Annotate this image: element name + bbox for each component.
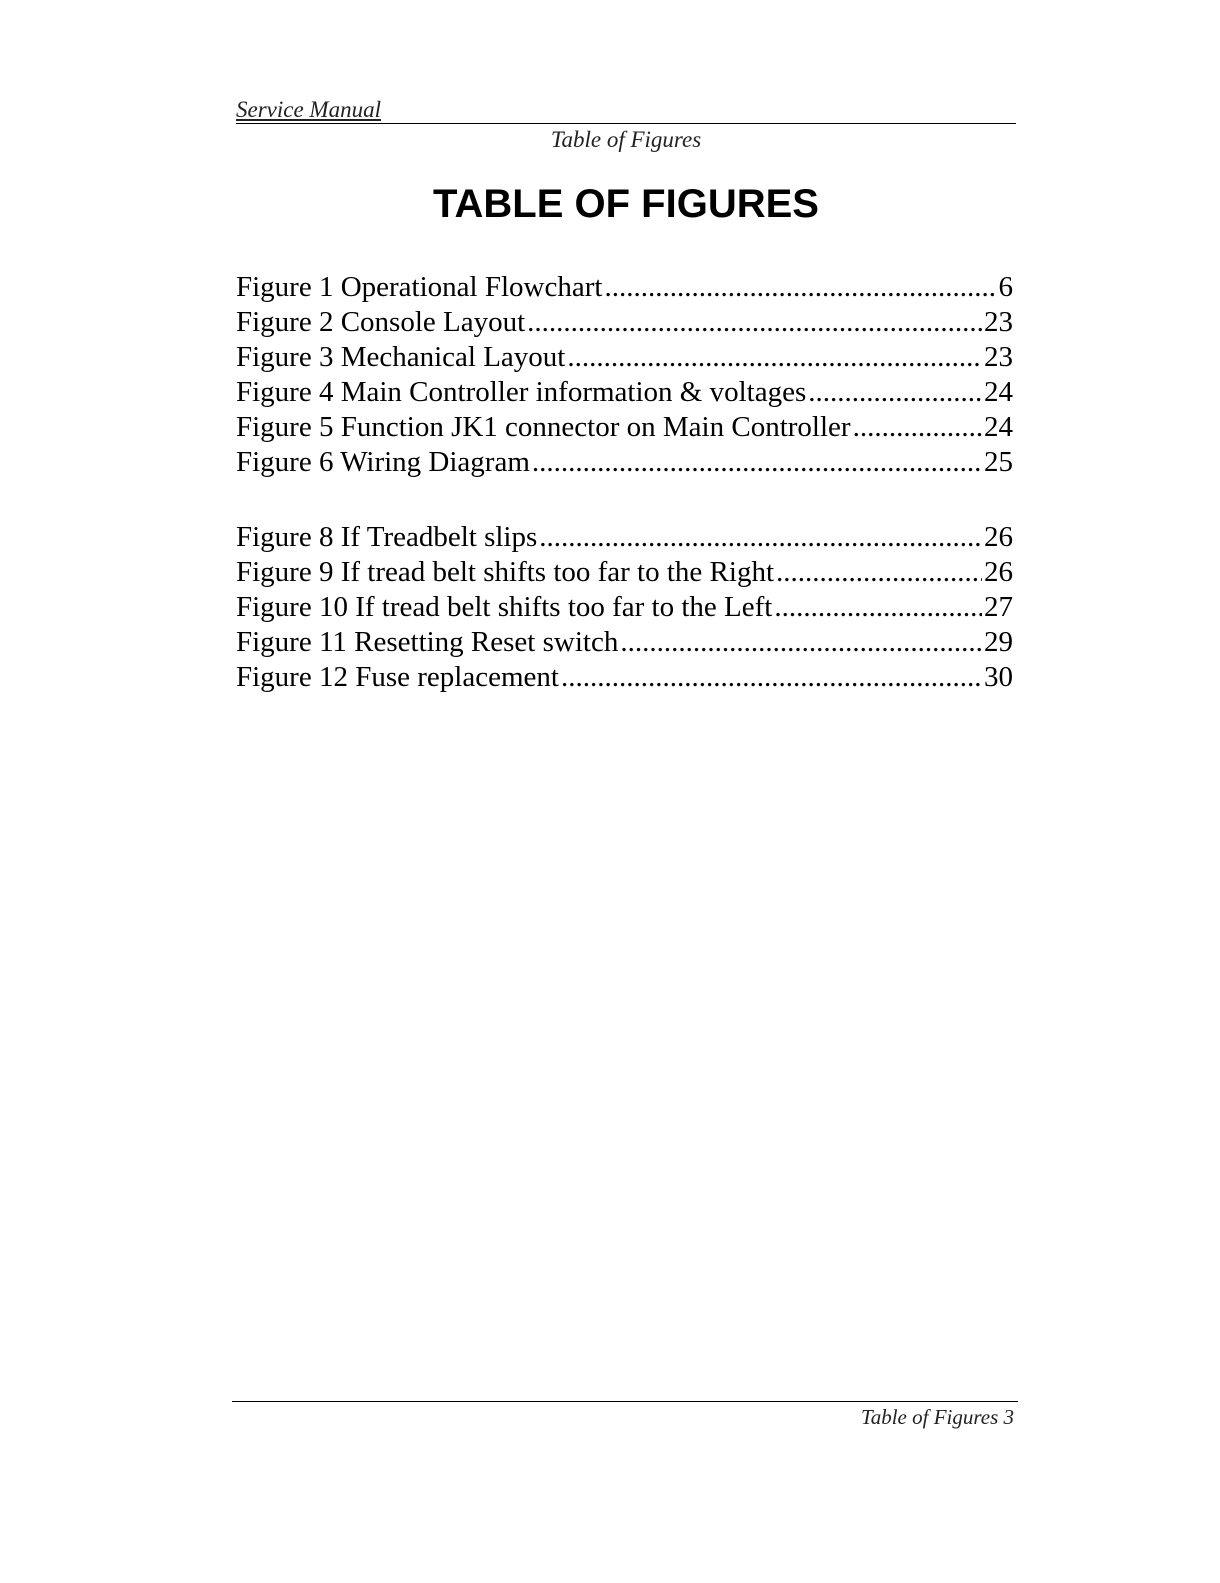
running-header-title: Service Manual bbox=[236, 97, 381, 122]
toc-entry[interactable] bbox=[236, 520, 1013, 555]
toc-entry[interactable] bbox=[236, 445, 1013, 480]
toc-dot-leader bbox=[620, 625, 982, 660]
table-of-figures-list bbox=[236, 270, 1013, 695]
toc-dot-leader bbox=[774, 590, 982, 625]
toc-entry-page: 29 bbox=[984, 626, 1013, 658]
toc-entry[interactable] bbox=[236, 660, 1013, 695]
toc-entry[interactable] bbox=[236, 555, 1013, 590]
toc-dot-leader bbox=[561, 660, 982, 695]
header-divider bbox=[236, 123, 1016, 124]
toc-entry[interactable] bbox=[236, 590, 1013, 625]
toc-entry-page: 27 bbox=[984, 591, 1013, 623]
toc-entry-label: Figure 4 Main Controller information & voltages bbox=[236, 376, 807, 408]
toc-entry[interactable] bbox=[236, 375, 1013, 410]
toc-dot-leader bbox=[808, 375, 982, 410]
toc-dot-leader bbox=[527, 305, 982, 340]
page-title: TABLE OF FIGURES bbox=[433, 182, 819, 226]
toc-entry-page: 26 bbox=[984, 521, 1013, 553]
toc-entry-label: Figure 9 If tread belt shifts too far to the Right bbox=[236, 556, 775, 588]
toc-dot-leader bbox=[853, 410, 982, 445]
running-header-section: Table of Figures bbox=[550, 127, 702, 152]
toc-dot-leader bbox=[532, 445, 982, 480]
footer-divider bbox=[232, 1401, 1018, 1402]
toc-entry-page: 26 bbox=[984, 556, 1013, 588]
toc-entry-label: Figure 12 Fuse replacement bbox=[236, 661, 559, 693]
toc-entry[interactable] bbox=[236, 625, 1013, 660]
toc-entry-label: Figure 3 Mechanical Layout bbox=[236, 341, 566, 373]
toc-dot-leader bbox=[567, 340, 982, 375]
toc-entry[interactable] bbox=[236, 270, 1013, 305]
toc-entry-label: Figure 1 Operational Flowchart bbox=[236, 271, 603, 303]
toc-entry-label: Figure 6 Wiring Diagram bbox=[236, 446, 530, 478]
toc-entry-page: 23 bbox=[984, 341, 1013, 373]
toc-entry[interactable] bbox=[236, 305, 1013, 340]
toc-dot-leader bbox=[539, 520, 982, 555]
toc-dot-leader bbox=[604, 270, 996, 305]
toc-entry[interactable] bbox=[236, 410, 1013, 445]
toc-entry-label: Figure 8 If Treadbelt slips bbox=[236, 521, 538, 553]
toc-dot-leader bbox=[776, 555, 982, 590]
toc-entry-label: Figure 11 Resetting Reset switch bbox=[236, 626, 619, 658]
toc-entry-label: Figure 10 If tread belt shifts too far to the Left bbox=[236, 591, 773, 623]
toc-entry-page: 24 bbox=[984, 376, 1013, 408]
toc-entry[interactable] bbox=[236, 340, 1013, 375]
toc-entry-page: 25 bbox=[984, 446, 1013, 478]
toc-entry-page: 6 bbox=[998, 271, 1013, 303]
toc-entry-label: Figure 2 Console Layout bbox=[236, 306, 526, 338]
toc-entry-page: 30 bbox=[984, 661, 1013, 693]
running-footer: Table of Figures 3 bbox=[860, 1405, 1014, 1429]
toc-entry-label: Figure 5 Function JK1 connector on Main Controller bbox=[236, 411, 851, 443]
toc-entry-page: 24 bbox=[984, 411, 1013, 443]
toc-entry-page: 23 bbox=[984, 306, 1013, 338]
